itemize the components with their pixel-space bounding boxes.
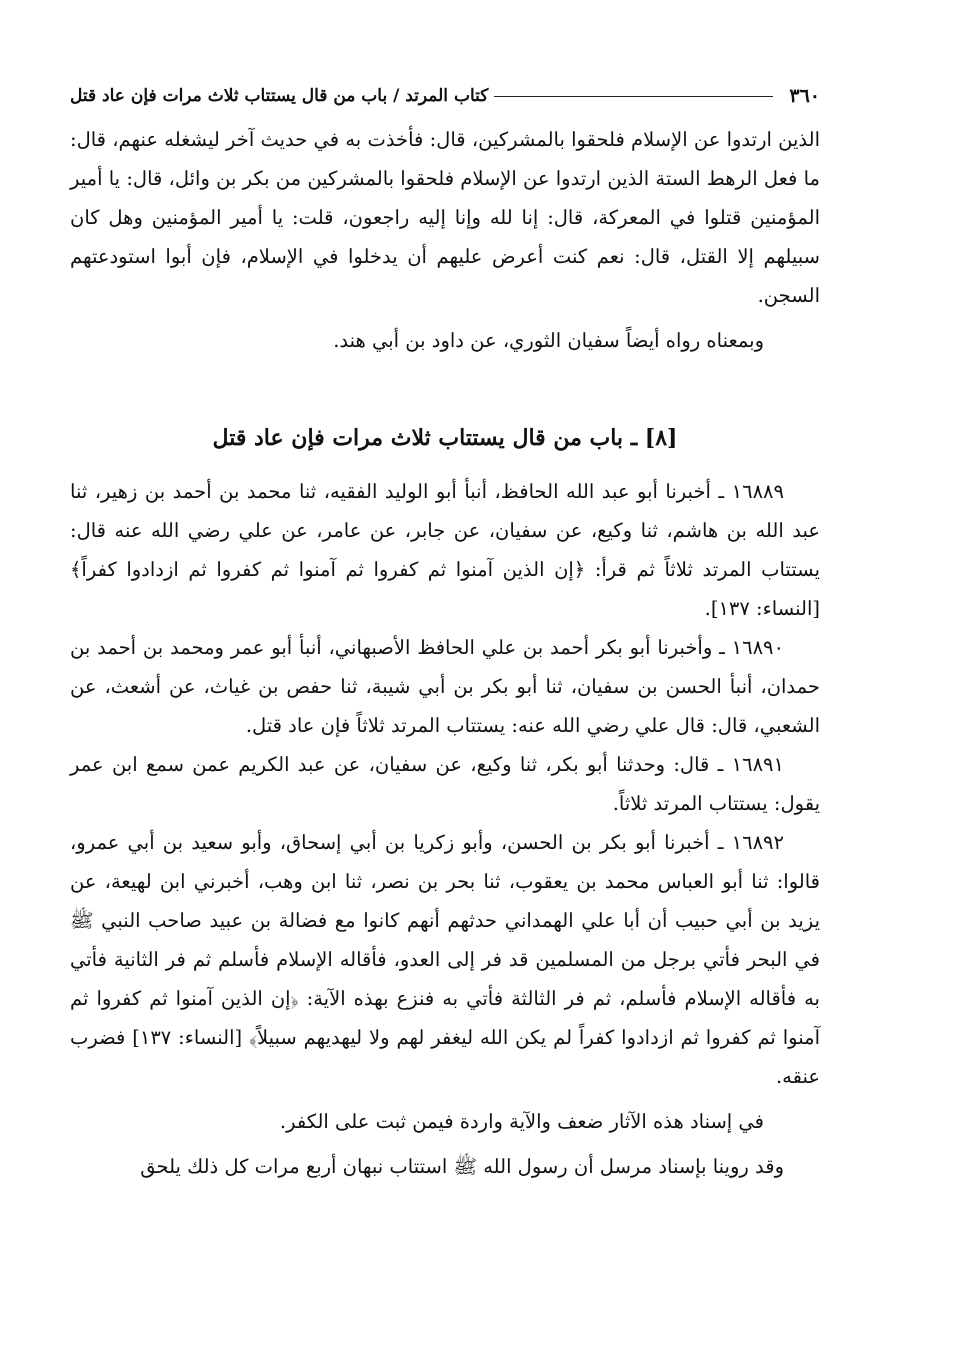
hadith-entry-16891: ١٦٨٩١ ـ قال: وحدثنا أبو بكر، ثنا وكيع، عن سفيان، عن عبد الكريم عمن سمع ابن عمر يقول: يستتاب المرتد ثلاثاً. [70, 753, 820, 815]
hadith-entry-16890: ١٦٨٩٠ ـ وأخبرنا أبو بكر أحمد بن علي الحافظ الأصبهاني، أنبأ أبو عمر ومحمد بن أحمد بن حمدان، أنبأ الحسن بن سفيان، ثنا أبو بكر بن أبي شيبة، ثنا حفص بن غياث، عن أشعث، عن الشعبي، قال: قال علي رضي الله عنه: يستتاب المرتد ثلاثاً فإن عاد قتل. [70, 636, 820, 737]
paragraph-variant-note: وبمعناه رواه أيضاً سفيان الثوري، عن داود بن أبي هند. [333, 329, 764, 352]
running-title: كتاب المرتد / باب من قال يستتاب ثلاث مرات فإن عاد قتل [70, 86, 489, 106]
hadith-entry-16889: ١٦٨٨٩ ـ أخبرنا أبو عبد الله الحافظ، أنبأ أبو الوليد الفقيه، ثنا محمد بن أحمد بن زهير، ثنا عبد الله بن هاشم، ثنا وكيع، عن سفيان، عن جابر، عن عامر، عن علي رضي الله عنه قال: يستتاب المرتد ثلاثاً ثم قرأ: ﴿إن الذين آمنوا ثم كفروا ثم آمنوا ثم كفروا ثم ازدادوا كفراً﴾ [النساء: ١٣٧]. [70, 480, 820, 620]
paragraph-continuation: الذين ارتدوا عن الإسلام فلحقوا بالمشركين، قال: فأخذت به في حديث آخر ليشغله عنهم، قال: ما فعل الرهط الستة الذين ارتدوا عن الإسلام فلحقوا بالمشركين من بكر بن وائل، قال: يا أمير المؤمنين قتلوا في المعركة، قال: إنا لله وإنا إليه راجعون، قلت: يا أمير المؤمنين وهل كان سبيلهم إلا القتل، قال: نعم كنت أعرض عليهم أن يدخلوا في الإسلام، فإن أبوا استودعتهم السجن. [70, 128, 820, 307]
section-title: [٨] ـ باب من قال يستتاب ثلاث مرات فإن عاد قتل [212, 425, 678, 451]
header-rule [494, 96, 773, 97]
book-page [70, 80, 820, 1340]
isnad-note: في إسناد هذه الآثار ضعف والآية واردة فيمن ثبت على الكفر. [279, 1110, 764, 1133]
page-number: ٣٦٠ [789, 85, 820, 107]
running-header [70, 80, 820, 112]
page-body [70, 120, 820, 1186]
paragraph-last: وقد روينا بإسناد مرسل أن رسول الله ﷺ استتاب نبهان أربع مرات كل ذلك يلحق [140, 1155, 784, 1178]
hadith-entry-16892: ١٦٨٩٢ ـ أخبرنا أبو بكر بن الحسن، وأبو زكريا بن أبي إسحاق، وأبو سعيد بن أبي عمرو، قالوا: ثنا أبو العباس محمد بن يعقوب، ثنا بحر بن نصر، ثنا ابن وهب، أخبرني ابن لهيعة، عن يزيد بن أبي حبيب أن أبا علي الهمداني حدثهم أنهم كانوا مع فضالة بن عبيد صاحب النبي ﷺ في البحر فأتي برجل من المسلمين قد فر إلى العدو، فأقاله الإسلام فأسلم ثم فر الثانية فأتي به فأقاله الإسلام فأسلم، ثم فر الثالثة فأتي به فنزع بهذه الآية: ﴿إن الذين آمنوا ثم كفروا ثم آمنوا ثم كفروا ثم ازدادوا كفراً لم يكن الله ليغفر لهم ولا ليهديهم سبيلاً﴾ [النساء: ١٣٧] فضرب عنقه. [70, 831, 820, 1088]
